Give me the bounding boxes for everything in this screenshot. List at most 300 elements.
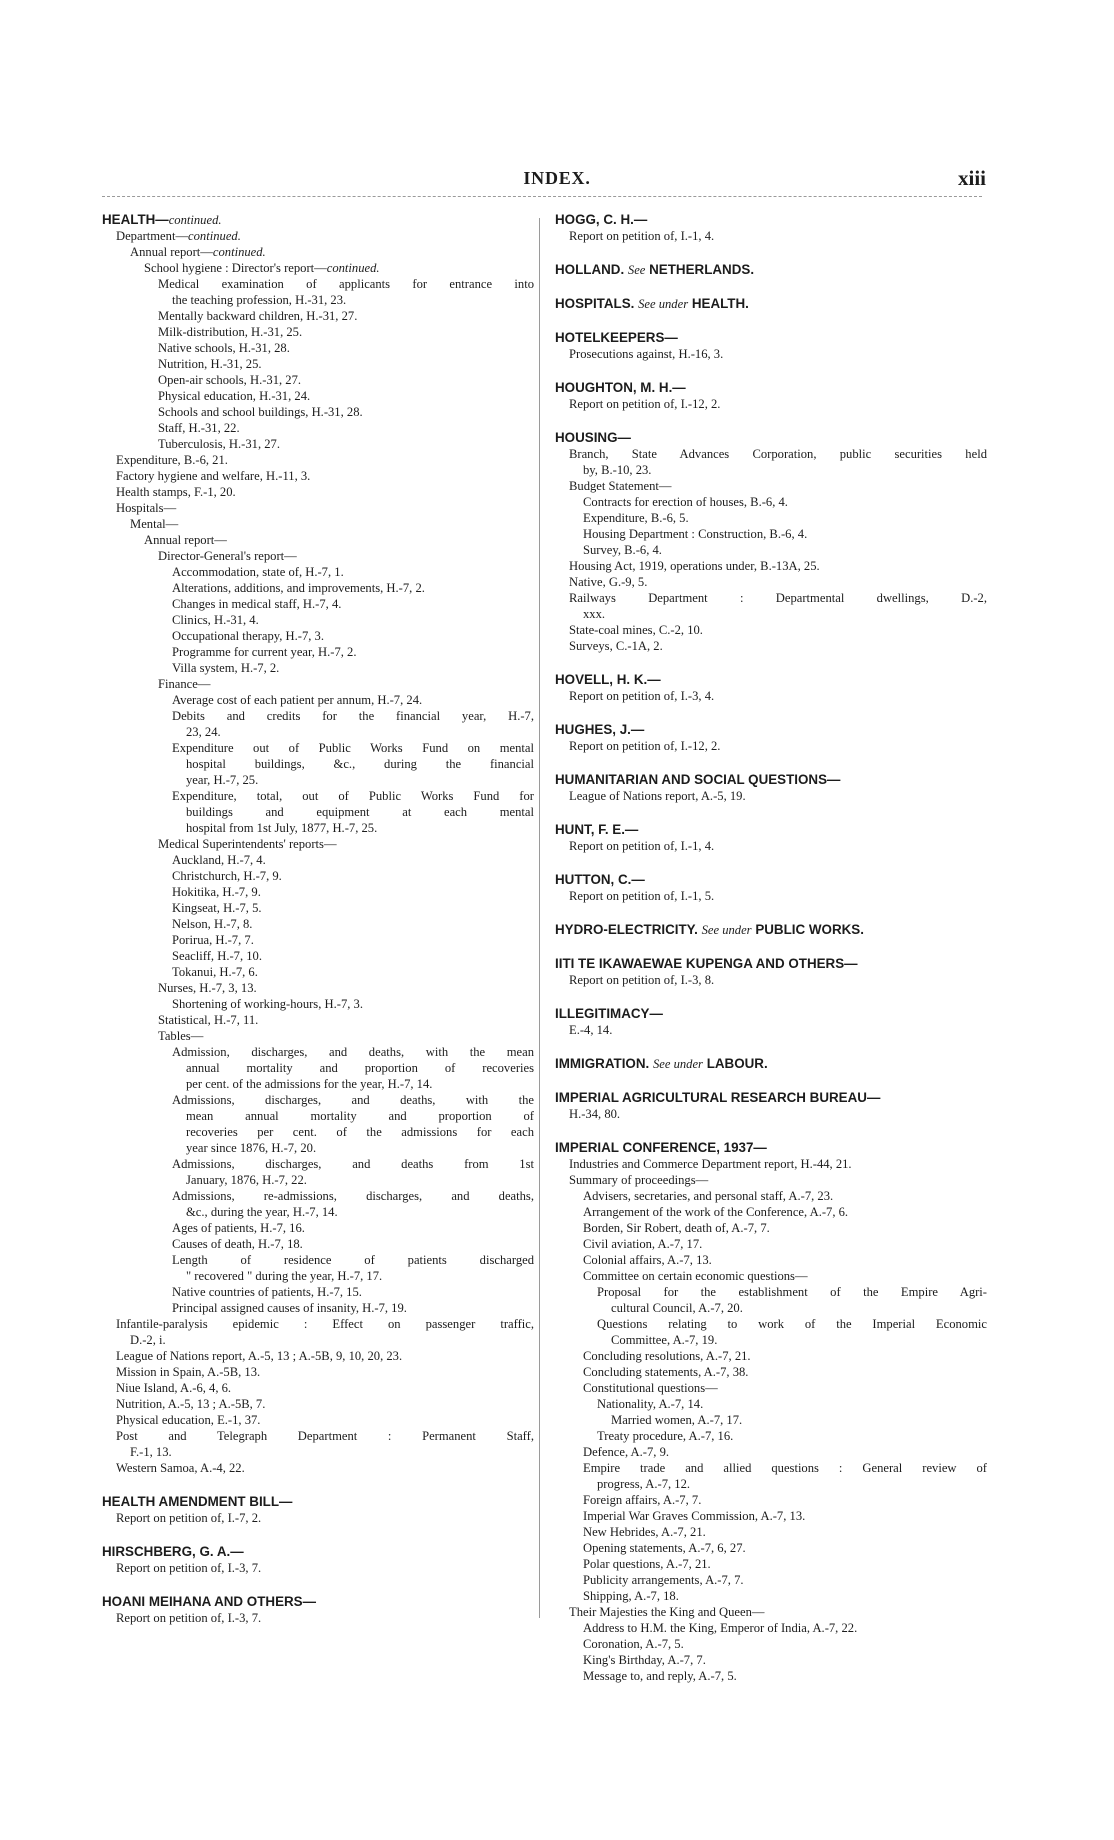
entry-text: Director-General's report— — [158, 549, 297, 563]
entry-text: IITI TE IKAWAEWAE KUPENGA AND OTHERS— — [555, 956, 858, 971]
entry-text: Opening statements, A.-7, 6, 27. — [583, 1541, 746, 1555]
index-entry — [555, 1284, 987, 1300]
entry-text: HUGHES, J.— — [555, 722, 645, 737]
index-entry — [102, 740, 534, 756]
entry-text: Arrangement of the work of the Conference, A.-7, 6. — [583, 1205, 849, 1219]
index-heading — [555, 330, 987, 346]
entry-text: Expenditure, B.-6, 21. — [116, 453, 228, 467]
index-entry — [102, 788, 534, 804]
entry-text: Advisers, secretaries, and personal staff, A.-7, 23. — [583, 1189, 834, 1203]
index-entry — [102, 1156, 534, 1172]
index-entry — [102, 324, 534, 340]
index-entry — [102, 228, 534, 244]
entry-text: HOLLAND. — [555, 262, 625, 277]
index-heading — [555, 956, 987, 972]
entry-text: Western Samoa, A.-4, 22. — [116, 1461, 245, 1475]
index-entry — [102, 1188, 534, 1204]
index-entry — [102, 548, 534, 564]
index-column-left — [102, 212, 534, 1626]
entry-text: State-coal mines, C.-2, 10. — [569, 623, 703, 637]
entry-text: New Hebrides, A.-7, 21. — [583, 1525, 706, 1539]
index-entry — [102, 1268, 534, 1284]
index-entry — [102, 276, 534, 292]
index-entry — [555, 1156, 987, 1172]
entry-text: Admission, discharges, and deaths, with the mean — [172, 1045, 534, 1059]
entry-text: Report on petition of, I.-7, 2. — [116, 1511, 262, 1525]
index-entry — [555, 228, 987, 244]
entry-italic: See under — [638, 297, 689, 311]
entry-text: King's Birthday, A.-7, 7. — [583, 1653, 706, 1667]
entry-text: Mental— — [130, 517, 179, 531]
index-entry — [102, 484, 534, 500]
index-entry — [102, 1124, 534, 1140]
entry-text: Post and Telegraph Department : Permanent Staff, — [116, 1429, 534, 1443]
index-entry — [555, 1268, 987, 1284]
index-entry — [102, 644, 534, 660]
index-entry — [555, 1460, 987, 1476]
index-entry — [102, 1380, 534, 1396]
entry-text: Annual report— — [130, 245, 213, 259]
entry-text: Average cost of each patient per annum, H.-7, 24. — [172, 693, 423, 707]
index-entry — [102, 708, 534, 724]
index-entry — [102, 580, 534, 596]
entry-text: Foreign affairs, A.-7, 7. — [583, 1493, 702, 1507]
entry-text: Ages of patients, H.-7, 16. — [172, 1221, 305, 1235]
index-entry — [555, 446, 987, 462]
index-entry — [102, 308, 534, 324]
entry-text: HUNT, F. E.— — [555, 822, 639, 837]
entry-text: D.-2, i. — [130, 1333, 166, 1347]
index-entry — [102, 564, 534, 580]
index-entry — [102, 1332, 534, 1348]
page-number: xiii — [957, 166, 986, 190]
entry-text: Concluding resolutions, A.-7, 21. — [583, 1349, 751, 1363]
entry-text: Nurses, H.-7, 3, 13. — [158, 981, 257, 995]
index-column-right — [555, 212, 987, 1684]
entry-text: Christchurch, H.-7, 9. — [172, 869, 282, 883]
index-entry — [555, 1588, 987, 1604]
entry-text: HOSPITALS. — [555, 296, 635, 311]
index-entry — [102, 356, 534, 372]
entry-text: Industries and Commerce Department report, H.-44, 21. — [569, 1157, 852, 1171]
index-entry — [555, 590, 987, 606]
index-entry — [555, 1380, 987, 1396]
entry-text: Defence, A.-7, 9. — [583, 1445, 670, 1459]
entry-text: H.-34, 80. — [569, 1107, 621, 1121]
entry-text: Shipping, A.-7, 18. — [583, 1589, 679, 1603]
index-entry — [102, 964, 534, 980]
index-entry — [555, 1316, 987, 1332]
index-entry — [555, 1022, 987, 1038]
entry-text: Staff, H.-31, 22. — [158, 421, 240, 435]
entry-text: Report on petition of, I.-3, 4. — [569, 689, 715, 703]
entry-text: HYDRO-ELECTRICITY. — [555, 922, 698, 937]
entry-text: recoveries per cent. of the admissions for each — [186, 1125, 534, 1139]
index-heading — [555, 672, 987, 688]
entry-text: Medical Superintendents' reports— — [158, 837, 337, 851]
index-entry — [102, 244, 534, 260]
entry-text: Branch, State Advances Corporation, public securities held — [569, 447, 987, 461]
entry-text: Committee, A.-7, 19. — [611, 1333, 718, 1347]
index-entry — [102, 1204, 534, 1220]
entry-italic: See under — [652, 1057, 703, 1071]
entry-text: Railways Department : Departmental dwellings, D.-2, — [569, 591, 987, 605]
entry-reference: HEALTH. — [691, 296, 749, 311]
index-entry — [102, 516, 534, 532]
index-entry — [555, 622, 987, 638]
entry-text: Report on petition of, I.-3, 7. — [116, 1611, 262, 1625]
index-entry — [102, 404, 534, 420]
entry-text: annual mortality and proportion of recoveries — [186, 1061, 534, 1075]
index-entry — [102, 916, 534, 932]
entry-text: year since 1876, H.-7, 20. — [186, 1141, 317, 1155]
entry-text: Report on petition of, I.-1, 4. — [569, 229, 715, 243]
entry-text: Programme for current year, H.-7, 2. — [172, 645, 357, 659]
entry-text: Accommodation, state of, H.-7, 1. — [172, 565, 344, 579]
entry-text: School hygiene : Director's report— — [144, 261, 327, 275]
index-entry — [102, 612, 534, 628]
index-entry — [555, 574, 987, 590]
entry-text: Report on petition of, I.-1, 5. — [569, 889, 715, 903]
index-heading — [555, 822, 987, 838]
entry-text: Expenditure, B.-6, 5. — [583, 511, 689, 525]
index-heading — [555, 1056, 987, 1072]
entry-text: IMMIGRATION. — [555, 1056, 650, 1071]
entry-text: Colonial affairs, A.-7, 13. — [583, 1253, 712, 1267]
entry-text: Physical education, H.-31, 24. — [158, 389, 311, 403]
index-entry — [102, 820, 534, 836]
index-entry — [102, 340, 534, 356]
entry-text: HOANI MEIHANA AND OTHERS— — [102, 1594, 317, 1609]
entry-text: Surveys, C.-1A, 2. — [569, 639, 663, 653]
index-entry — [555, 558, 987, 574]
index-entry — [555, 1620, 987, 1636]
index-entry — [555, 494, 987, 510]
entry-reference: PUBLIC WORKS. — [755, 922, 864, 937]
index-entry — [555, 462, 987, 478]
entry-text: Their Majesties the King and Queen— — [569, 1605, 765, 1619]
entry-text: progress, A.-7, 12. — [597, 1477, 691, 1491]
entry-text: Imperial War Graves Commission, A.-7, 13. — [583, 1509, 806, 1523]
entry-text: Villa system, H.-7, 2. — [172, 661, 280, 675]
entry-text: Changes in medical staff, H.-7, 4. — [172, 597, 342, 611]
index-entry — [102, 948, 534, 964]
index-entry — [555, 888, 987, 904]
entry-text: IMPERIAL CONFERENCE, 1937— — [555, 1140, 767, 1155]
entry-text: Survey, B.-6, 4. — [583, 543, 662, 557]
index-entry — [555, 1524, 987, 1540]
index-entry — [102, 468, 534, 484]
index-entry — [102, 500, 534, 516]
entry-text: Schools and school buildings, H.-31, 28. — [158, 405, 363, 419]
index-entry — [102, 1252, 534, 1268]
index-entry — [102, 676, 534, 692]
index-entry — [555, 1444, 987, 1460]
entry-text: ILLEGITIMACY— — [555, 1006, 663, 1021]
index-heading — [102, 1594, 534, 1610]
entry-text: Nutrition, H.-31, 25. — [158, 357, 262, 371]
index-entry — [555, 972, 987, 988]
index-entry — [102, 1560, 534, 1576]
entry-text: Questions relating to work of the Imperial Economic — [597, 1317, 987, 1331]
entry-text: 23, 24. — [186, 725, 221, 739]
index-entry — [102, 1108, 534, 1124]
entry-italic: continued. — [212, 245, 266, 259]
index-entry — [102, 756, 534, 772]
entry-text: year, H.-7, 25. — [186, 773, 259, 787]
entry-text: mean annual mortality and proportion of — [186, 1109, 534, 1123]
entry-text: the teaching profession, H.-31, 23. — [172, 293, 347, 307]
entry-text: Shortening of working-hours, H.-7, 3. — [172, 997, 363, 1011]
index-heading — [555, 772, 987, 788]
entry-text: Proposal for the establishment of the Empire Agri- — [597, 1285, 987, 1299]
entry-text: &c., during the year, H.-7, 14. — [186, 1205, 338, 1219]
entry-text: Niue Island, A.-6, 4, 6. — [116, 1381, 232, 1395]
entry-reference: LABOUR. — [706, 1056, 768, 1071]
entry-text: Polar questions, A.-7, 21. — [583, 1557, 711, 1571]
index-entry — [102, 1092, 534, 1108]
index-entry — [102, 772, 534, 788]
index-entry — [102, 372, 534, 388]
index-entry — [102, 804, 534, 820]
entry-text: Concluding statements, A.-7, 38. — [583, 1365, 749, 1379]
entry-text: Publicity arrangements, A.-7, 7. — [583, 1573, 744, 1587]
entry-text: Auckland, H.-7, 4. — [172, 853, 266, 867]
index-entry — [102, 1396, 534, 1412]
index-entry — [555, 1364, 987, 1380]
index-entry — [555, 688, 987, 704]
entry-text: per cent. of the admissions for the year, H.-7, 14. — [186, 1077, 433, 1091]
entry-text: Debits and credits for the financial year, H.-7, — [172, 709, 534, 723]
index-entry — [102, 660, 534, 676]
index-entry — [102, 1610, 534, 1626]
entry-text: Mission in Spain, A.-5B, 13. — [116, 1365, 261, 1379]
index-entry — [102, 1236, 534, 1252]
index-heading — [555, 296, 987, 312]
index-entry — [555, 1236, 987, 1252]
index-entry — [102, 1060, 534, 1076]
index-entry — [102, 292, 534, 308]
entry-text: Medical examination of applicants for entrance into — [158, 277, 534, 291]
entry-text: " recovered " during the year, H.-7, 17. — [186, 1269, 383, 1283]
index-entry — [102, 852, 534, 868]
entry-text: Factory hygiene and welfare, H.-11, 3. — [116, 469, 311, 483]
index-entry — [555, 1204, 987, 1220]
entry-text: Health stamps, F.-1, 20. — [116, 485, 236, 499]
entry-text: Finance— — [158, 677, 211, 691]
index-entry — [102, 1028, 534, 1044]
index-entry — [102, 868, 534, 884]
index-entry — [555, 1556, 987, 1572]
entry-text: Tuberculosis, H.-31, 27. — [158, 437, 280, 451]
entry-italic: continued. — [188, 229, 241, 243]
index-entry — [555, 346, 987, 362]
index-entry — [102, 1284, 534, 1300]
index-heading — [555, 872, 987, 888]
entry-text: Tokanui, H.-7, 6. — [172, 965, 258, 979]
index-entry — [555, 542, 987, 558]
index-entry — [102, 724, 534, 740]
entry-text: League of Nations report, A.-5, 13 ; A.-5B, 9, 10, 20, 23. — [116, 1349, 403, 1363]
entry-text: Nelson, H.-7, 8. — [172, 917, 253, 931]
index-heading — [555, 262, 987, 278]
index-entry — [555, 1508, 987, 1524]
entry-text: Coronation, A.-7, 5. — [583, 1637, 684, 1651]
entry-text: hospital from 1st July, 1877, H.-7, 25. — [186, 821, 378, 835]
index-entry — [102, 1364, 534, 1380]
index-heading — [555, 430, 987, 446]
index-entry — [102, 1412, 534, 1428]
entry-text: Statistical, H.-7, 11. — [158, 1013, 259, 1027]
entry-text: Principal assigned causes of insanity, H.-7, 19. — [172, 1301, 407, 1315]
entry-text: HOTELKEEPERS— — [555, 330, 678, 345]
entry-text: Constitutional questions— — [583, 1381, 718, 1395]
index-heading — [555, 1140, 987, 1156]
entry-text: Occupational therapy, H.-7, 3. — [172, 629, 325, 643]
index-entry — [555, 1668, 987, 1684]
index-entry — [555, 638, 987, 654]
entry-text: Infantile-paralysis epidemic : Effect on passenger traffic, — [116, 1317, 534, 1331]
index-entry — [555, 396, 987, 412]
index-entry — [102, 1316, 534, 1332]
entry-text: Empire trade and allied questions : General review of — [583, 1461, 987, 1475]
entry-text: Porirua, H.-7, 7. — [172, 933, 254, 947]
entry-text: xxx. — [583, 607, 606, 621]
index-entry — [555, 1636, 987, 1652]
entry-text: Report on petition of, I.-12, 2. — [569, 397, 721, 411]
index-entry — [102, 1220, 534, 1236]
entry-text: Clinics, H.-31, 4. — [172, 613, 259, 627]
entry-text: Alterations, additions, and improvements, H.-7, 2. — [172, 581, 425, 595]
entry-text: Causes of death, H.-7, 18. — [172, 1237, 303, 1251]
entry-text: Physical education, E.-1, 37. — [116, 1413, 261, 1427]
entry-text: Borden, Sir Robert, death of, A.-7, 7. — [583, 1221, 770, 1235]
index-entry — [102, 1012, 534, 1028]
index-entry — [102, 1460, 534, 1476]
index-heading — [555, 212, 987, 228]
entry-text: Report on petition of, I.-3, 7. — [116, 1561, 262, 1575]
column-divider — [539, 218, 540, 1618]
entry-text: Budget Statement— — [569, 479, 672, 493]
index-entry — [102, 884, 534, 900]
index-entry — [555, 1572, 987, 1588]
index-entry — [555, 1652, 987, 1668]
index-entry — [102, 1510, 534, 1526]
index-entry — [102, 1428, 534, 1444]
index-entry — [102, 596, 534, 612]
entry-text: Department— — [116, 229, 189, 243]
index-entry — [555, 838, 987, 854]
index-entry — [102, 436, 534, 452]
entry-text: Expenditure out of Public Works Fund on mental — [172, 741, 534, 755]
entry-text: Annual report— — [144, 533, 227, 547]
entry-reference: NETHERLANDS. — [649, 262, 755, 277]
index-entry — [102, 932, 534, 948]
entry-text: cultural Council, A.-7, 20. — [611, 1301, 743, 1315]
index-heading — [555, 722, 987, 738]
entry-text: Married women, A.-7, 17. — [611, 1413, 743, 1427]
index-entry — [102, 420, 534, 436]
entry-text: Milk-distribution, H.-31, 25. — [158, 325, 303, 339]
index-heading — [555, 1090, 987, 1106]
index-entry — [555, 1300, 987, 1316]
index-entry — [555, 1106, 987, 1122]
index-entry — [102, 532, 534, 548]
entry-text: Admissions, discharges, and deaths, with the — [172, 1093, 534, 1107]
entry-text: Contracts for erection of houses, B.-6, 4. — [583, 495, 788, 509]
index-entry — [555, 788, 987, 804]
index-entry — [102, 996, 534, 1012]
entry-text: Admissions, re-admissions, discharges, and deaths, — [172, 1189, 534, 1203]
index-entry — [102, 1348, 534, 1364]
header-rule — [102, 196, 982, 197]
index-entry — [555, 1540, 987, 1556]
entry-text: Seacliff, H.-7, 10. — [172, 949, 263, 963]
entry-text: Report on petition of, I.-1, 4. — [569, 839, 715, 853]
index-entry — [102, 1300, 534, 1316]
entry-text: Nutrition, A.-5, 13 ; A.-5B, 7. — [116, 1397, 266, 1411]
entry-text: Open-air schools, H.-31, 27. — [158, 373, 302, 387]
index-entry — [102, 980, 534, 996]
index-entry — [102, 452, 534, 468]
page-header — [0, 160, 1114, 200]
entry-text: HEALTH AMENDMENT BILL— — [102, 1494, 293, 1509]
index-entry — [555, 606, 987, 622]
index-entry — [555, 1604, 987, 1620]
entry-text: Summary of proceedings— — [569, 1173, 709, 1187]
entry-text: HUTTON, C.— — [555, 872, 645, 887]
index-entry — [555, 1172, 987, 1188]
entry-text: hospital buildings, &c., during the financial — [186, 757, 534, 771]
entry-text: Report on petition of, I.-12, 2. — [569, 739, 721, 753]
entry-italic: continued. — [326, 261, 380, 275]
entry-text: Kingseat, H.-7, 5. — [172, 901, 262, 915]
entry-text: Admissions, discharges, and deaths from 1st — [172, 1157, 534, 1171]
entry-text: Housing Act, 1919, operations under, B.-13A, 25. — [569, 559, 820, 573]
index-entry — [555, 510, 987, 526]
entry-text: Native, G.-9, 5. — [569, 575, 648, 589]
entry-text: January, 1876, H.-7, 22. — [186, 1173, 307, 1187]
entry-italic: See — [627, 263, 646, 277]
entry-text: by, B.-10, 23. — [583, 463, 652, 477]
entry-text: Address to H.M. the King, Emperor of India, A.-7, 22. — [583, 1621, 858, 1635]
index-heading — [102, 212, 534, 228]
index-entry — [555, 1476, 987, 1492]
index-entry — [102, 260, 534, 276]
index-heading — [555, 380, 987, 396]
entry-text: HOGG, C. H.— — [555, 212, 648, 227]
index-entry — [102, 836, 534, 852]
index-heading — [555, 922, 987, 938]
entry-text: F.-1, 13. — [130, 1445, 172, 1459]
entry-text: Expenditure, total, out of Public Works Fund for — [172, 789, 534, 803]
index-heading — [102, 1494, 534, 1510]
index-entry — [102, 1044, 534, 1060]
index-entry — [102, 628, 534, 644]
entry-text: HOUGHTON, M. H.— — [555, 380, 686, 395]
entry-text: IMPERIAL AGRICULTURAL RESEARCH BUREAU— — [555, 1090, 881, 1105]
index-entry — [555, 1332, 987, 1348]
page-title: INDEX. — [523, 168, 591, 188]
index-entry — [555, 1492, 987, 1508]
entry-text: Native countries of patients, H.-7, 15. — [172, 1285, 362, 1299]
index-heading — [555, 1006, 987, 1022]
index-entry — [102, 900, 534, 916]
index-entry — [555, 478, 987, 494]
entry-text: Length of residence of patients discharged — [172, 1253, 534, 1267]
index-entry — [555, 1412, 987, 1428]
entry-text: Hospitals— — [116, 501, 177, 515]
